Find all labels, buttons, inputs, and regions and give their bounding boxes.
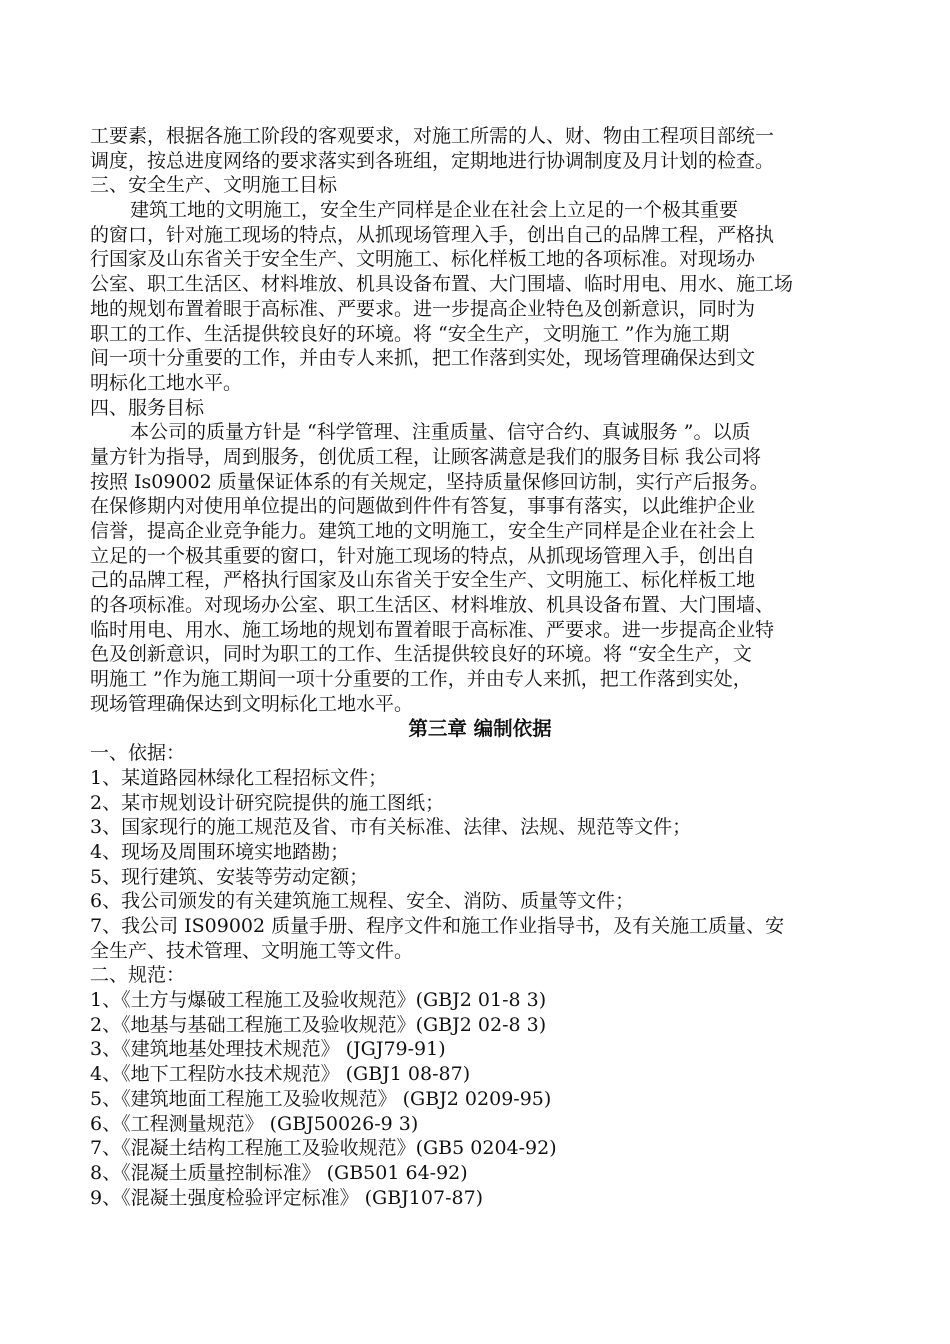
list-item: 全生产、技术管理、文明施工等文件。	[90, 939, 414, 962]
list-item: 6、《工程测量规范》 (GBJ50026-9 3)	[90, 1112, 419, 1135]
list-item: 9、《混凝土强度检验评定标准》 (GBJ107-87)	[90, 1186, 484, 1209]
list-item: 6、我公司颁发的有关建筑施工规程、安全、消防、质量等文件；	[90, 890, 635, 913]
body-text-line: 临时用电、用水、施工场地的规划布置着眼于高标准、严要求。进一步提高企业特	[90, 618, 775, 641]
chapter-title: 第三章 编制依据	[408, 716, 552, 740]
body-text-line: 职工的工作、生活提供较良好的环境。将 “安全生产，文明施工 ”作为施工期	[90, 322, 730, 345]
body-text-line: 的各项标准。对现场办公室、职工生活区、材料堆放、机具设备布置、大门围墙、	[90, 594, 775, 617]
section-heading-service: 四、服务目标	[90, 396, 205, 419]
body-text-line: 己的品牌工程，严格执行国家及山东省关于安全生产、文明施工、标化样板工地	[90, 569, 756, 592]
body-text-line: 色及创新意识，同时为职工的工作、生活提供较良好的环境。将 “安全生产，文	[90, 643, 752, 666]
section-heading-standards: 二、规范：	[90, 964, 186, 987]
list-item: 7、我公司 IS09002 质量手册、程序文件和施工作业指导书，及有关施工质量、安	[90, 915, 785, 937]
body-text-line: 在保修期内对使用单位提出的问题做到件件有答复，事事有落实，以此维护企业	[90, 495, 756, 518]
body-text-line: 本公司的质量方针是 “科学管理、注重质量、信守合约、真诚服务 ”。以质	[130, 421, 751, 444]
list-item: 4、现场及周围环境实地踏勘；	[90, 840, 350, 863]
body-text-line: 按照 Is09002 质量保证体系的有关规定，坚持质量保修回访制，实行产后报务。	[90, 470, 769, 493]
list-item: 3、国家现行的施工规范及省、市有关标准、法律、法规、规范等文件；	[90, 816, 692, 839]
body-text-line: 调度，按总进度网络的要求落实到各班组，定期地进行协调制度及月计划的检查。	[90, 149, 775, 172]
section-heading-safety: 三、安全生产、文明施工目标	[90, 174, 338, 197]
body-text-line: 明施工 ”作为施工期间一项十分重要的工作，并由专人来抓，把工作落到实处，	[90, 668, 752, 691]
body-text-line: 现场管理确保达到文明标化工地水平。	[90, 692, 414, 715]
body-text-line: 间一项十分重要的工作，并由专人来抓，把工作落到实处，现场管理确保达到文	[90, 347, 756, 370]
body-text-line: 量方针为指导，周到服务，创优质工程，让顾客满意是我们的服务目标 我公司将	[90, 445, 762, 468]
list-item: 7、《混凝土结构工程施工及验收规范》(GB5 0204-92)	[90, 1137, 557, 1160]
list-item: 2、某市规划设计研究院提供的施工图纸；	[90, 791, 445, 814]
body-text-line: 明标化工地水平。	[90, 371, 243, 394]
list-item: 1、某道路园林绿化工程招标文件；	[90, 766, 388, 789]
body-text-line: 的窗口，针对施工现场的特点，从抓现场管理入手，创出自己的品牌工程，严格执	[90, 223, 775, 246]
list-item: 1、《土方与爆破工程施工及验收规范》(GBJ2 01-8 3)	[90, 989, 547, 1012]
section-heading-basis: 一、依据：	[90, 742, 186, 765]
body-text-line: 工要素，根据各施工阶段的客观要求，对施工所需的人、财、物由工程项目部统一	[90, 125, 775, 147]
body-text-line: 地的规划布置着眼于高标准、严要求。进一步提高企业特色及创新意识，同时为	[90, 297, 756, 320]
list-item: 8、《混凝土质量控制标准》 (GB501 64-92)	[90, 1161, 468, 1184]
list-item: 5、现行建筑、安装等劳动定额；	[90, 865, 369, 888]
body-text-line: 信誉，提高企业竞争能力。建筑工地的文明施工，安全生产同样是企业在社会上	[90, 520, 756, 542]
document-body	[90, 124, 870, 1210]
list-item: 3、《建筑地基处理技术规范》 (JGJ79-91)	[90, 1038, 446, 1061]
list-item: 5、《建筑地面工程施工及验收规范》 (GBJ2 0209-95)	[90, 1087, 552, 1110]
list-item: 4、《地下工程防水技术规范》 (GBJ1 08-87)	[90, 1063, 471, 1086]
body-text-line: 立足的一个极其重要的窗口，针对施工现场的特点，从抓现场管理入手，创出自	[90, 544, 756, 567]
body-text-line: 行国家及山东省关于安全生产、文明施工、标化样板工地的各项标准。对现场办	[90, 248, 756, 271]
list-item: 2、《地基与基础工程施工及验收规范》(GBJ2 02-8 3)	[90, 1013, 547, 1036]
body-text-line: 公室、职工生活区、材料堆放、机具设备布置、大门围墙、临时用电、用水、施工场	[90, 273, 794, 296]
body-text-line: 建筑工地的文明施工，安全生产同样是企业在社会上立足的一个极其重要	[130, 199, 739, 222]
